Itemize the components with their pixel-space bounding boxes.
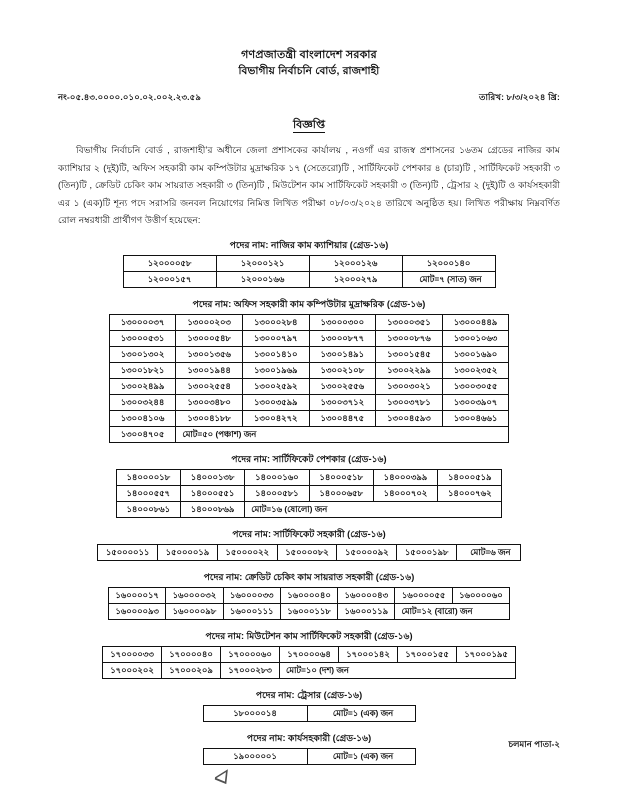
- roll-number-cell: ১৩০০০৮৭৬: [376, 331, 443, 347]
- roll-section: [58, 452, 560, 518]
- roll-number-cell: ১৭০০০২৮৩: [221, 663, 280, 679]
- roll-number-table: [109, 314, 510, 443]
- roll-number-cell: ১৩০০২৪৯৯: [109, 379, 176, 395]
- roll-number-cell: ১৫০০০০১৯: [158, 545, 218, 561]
- roll-number-cell: ১২০০০২৭৯: [309, 272, 402, 288]
- memo-number: নং-০৫.৪৩.০০০০.০১০.০২.০০২.২৩.৫৯: [58, 92, 201, 103]
- roll-number-cell: ১৩০০৩৭১২: [309, 395, 376, 411]
- total-count-cell: মোট=৭ (সাত) জন: [402, 272, 495, 288]
- table-row: [109, 363, 509, 379]
- roll-number-cell: ১৩০০০০৩৭: [109, 315, 176, 331]
- document-header: [58, 48, 560, 79]
- roll-number-cell: ১৬০০০০১৭: [108, 588, 165, 604]
- roll-number-cell: ১৭০০০০৬০: [221, 647, 280, 663]
- roll-number-cell: ১৪০০০৮৬৯: [180, 502, 244, 518]
- post-name-heading: পদের নাম: সার্টিফিকেট পেশকার (গ্রেড-১৬): [231, 454, 387, 465]
- roll-number-cell: ১৫০০০০২২: [217, 545, 277, 561]
- roll-number-cell: ১৬০০০০৩২: [166, 588, 223, 604]
- roll-number-cell: ১৭০০০২০৯: [162, 663, 221, 679]
- notice-body-paragraph: [58, 142, 560, 229]
- roll-number-cell: ১৩০০০৫৩১: [109, 331, 176, 347]
- roll-number-cell: ১৪০০০৭৬২: [438, 486, 502, 502]
- table-row: [123, 256, 495, 272]
- roll-number-cell: ১২০০০১৬৬: [216, 272, 309, 288]
- total-count-cell: মোট=৫০ (পঞ্চাশ) জন: [176, 427, 509, 443]
- roll-number-cell: ১৪০০০৫১৮: [309, 470, 373, 486]
- roll-section: [58, 527, 560, 561]
- post-name-heading: পদের নাম: ক্রেডিট চেকিং কাম সায়রাত সহকারী (গ্রেড-১৬): [203, 572, 415, 583]
- total-count-cell: মোট=৬ জন: [456, 545, 520, 561]
- roll-number-cell: ১৩০০৪৭০৫: [109, 427, 176, 443]
- total-count-cell: মোট=১০ (দশ) জন: [280, 663, 516, 679]
- roll-number-cell: ১৩০০২৫৫৪: [176, 379, 243, 395]
- table-row: [103, 647, 516, 663]
- roll-number-cell: ১৩০০১৪১০: [242, 347, 309, 363]
- roll-number-cell: ১৪০০০৮৬১: [116, 502, 180, 518]
- roll-number-cell: ১৬০০০০৪০: [280, 588, 337, 604]
- roll-number-cell: ১৩০০০৪৪৯: [442, 315, 509, 331]
- roll-number-cell: ১৪০০০০১৮: [116, 470, 180, 486]
- table-row: [109, 427, 509, 443]
- roll-number-cell: ১৭০০০০৬৪: [280, 647, 339, 663]
- roll-number-cell: ১৩০০২২৯৯: [376, 363, 443, 379]
- roll-section: [58, 238, 560, 288]
- table-row: [109, 331, 509, 347]
- post-name-heading: পদের নাম: কার্যসহকারী (গ্রেড-১৬): [246, 733, 372, 744]
- notice-title-text: বিজ্ঞপ্তি: [293, 119, 325, 132]
- table-row: [108, 604, 509, 620]
- roll-section: [58, 297, 560, 443]
- roll-number-cell: ১৩০০১৩০২: [109, 347, 176, 363]
- roll-number-cell: ১৩০০২১০৮: [309, 363, 376, 379]
- total-count-cell: মোট=১২ (বারো) জন: [395, 604, 510, 620]
- roll-number-cell: ১৩০০৪২৭২: [242, 411, 309, 427]
- roll-number-cell: ১৩০০৪১০৬: [109, 411, 176, 427]
- roll-number-cell: ১৭০০০১৯৫: [457, 647, 516, 663]
- roll-number-cell: ১৩০০০৮৭৭: [309, 331, 376, 347]
- roll-number-cell: ১২০০০০৫৮: [123, 256, 216, 272]
- roll-section: [58, 731, 560, 765]
- roll-number-cell: ১৫০০০০৯২: [337, 545, 397, 561]
- total-count-cell: মোট=১ (এক) জন: [307, 706, 415, 722]
- roll-number-table: [116, 469, 503, 518]
- office-name: বিভাগীয় নির্বাচনি বোর্ড, রাজশাহী: [238, 64, 380, 77]
- roll-number-cell: ১৬০০০০৯৮: [166, 604, 223, 620]
- table-row: [108, 588, 509, 604]
- roll-number-cell: ১৭০০০০৩৩: [103, 647, 162, 663]
- roll-number-cell: ১৬০০০১১৮: [280, 604, 337, 620]
- roll-number-cell: ১৪০০০৬৫৮: [309, 486, 373, 502]
- table-row: [109, 379, 509, 395]
- roll-number-cell: ১৩০০১৩৫৬: [176, 347, 243, 363]
- roll-number-cell: ১৩০০২৫৯২: [242, 379, 309, 395]
- memo-date: তারিখ: ৮/৩/২০২৪ খ্রি:: [479, 92, 560, 103]
- roll-number-cell: ১৪০০০৭০২: [373, 486, 437, 502]
- roll-number-cell: ১৩০০৪৪৭৫: [309, 411, 376, 427]
- table-row: [116, 502, 502, 518]
- notice-title: [58, 116, 560, 135]
- roll-number-cell: ১৩০০৩৯০৭: [442, 395, 509, 411]
- roll-number-cell: ১৩০০২৩৫২: [442, 363, 509, 379]
- roll-section: [58, 570, 560, 620]
- roll-number-cell: ১৩০০৪১৮৮: [176, 411, 243, 427]
- roll-number-cell: ১৪০০০৫৫১: [180, 486, 244, 502]
- roll-number-cell: ১৬০০০০৯৩: [108, 604, 165, 620]
- table-row: [116, 486, 502, 502]
- roll-number-cell: ১৩০০৩৭৮১: [376, 395, 443, 411]
- roll-number-cell: ১৪০০০৫১৯: [438, 470, 502, 486]
- post-name-heading: পদের নাম: ট্রেসার (গ্রেড-১৬): [255, 690, 363, 701]
- roll-number-cell: ১৭০০০২০২: [103, 663, 162, 679]
- roll-number-cell: ১৭০০০১৪২: [339, 647, 398, 663]
- table-row: [109, 347, 509, 363]
- total-count-cell: মোট=১৬ (ষোলো) জন: [245, 502, 502, 518]
- table-row: [203, 749, 415, 765]
- roll-number-table: [97, 544, 521, 561]
- roll-number-table: [203, 748, 416, 765]
- roll-number-cell: ১৩০০৩৪৮০: [176, 395, 243, 411]
- roll-number-table: [123, 255, 496, 288]
- roll-number-cell: ১৮০০০০১৪: [203, 706, 307, 722]
- roll-number-cell: ১৪০০০৫৫৭: [116, 486, 180, 502]
- roll-number-cell: ১৩০০০২৮৪: [242, 315, 309, 331]
- roll-number-cell: ১৩০০৪৬৬১: [442, 411, 509, 427]
- roll-number-cell: ১৬০০০০৩৩: [223, 588, 280, 604]
- roll-number-cell: ১৩০০০৫৪৮: [176, 331, 243, 347]
- roll-number-cell: ১৩০০১৬৯০: [442, 347, 509, 363]
- roll-number-cell: ১৩০০২৫৫৬: [309, 379, 376, 395]
- roll-number-cell: ১৩০০০২০৩: [176, 315, 243, 331]
- roll-number-cell: ১৩০০৪৫৯৩: [376, 411, 443, 427]
- post-name-heading: পদের নাম: সার্টিফিকেট সহকারী (গ্রেড-১৬): [232, 529, 386, 540]
- roll-number-cell: ১৩০০১৯৬৯: [242, 363, 309, 379]
- roll-section: [58, 688, 560, 722]
- roll-number-cell: ১৪০০০১৩৮: [180, 470, 244, 486]
- roll-number-cell: ১৩০০০৩৫১: [376, 315, 443, 331]
- roll-number-cell: ১৬০০০১১৯: [338, 604, 395, 620]
- government-name: গণপ্রজাতন্ত্রী বাংলাদেশ সরকার: [241, 49, 377, 61]
- roll-number-cell: ১৩০০৩০৫৫: [442, 379, 509, 395]
- roll-number-cell: ১২০০০১৫৭: [123, 272, 216, 288]
- roll-number-cell: ১৭০০০১৫৫: [398, 647, 457, 663]
- total-count-cell: মোট=১ (এক) জন: [307, 749, 415, 765]
- roll-number-cell: ১৬০০০১১১: [223, 604, 280, 620]
- roll-number-cell: ১৬০০০০৪৩: [338, 588, 395, 604]
- roll-number-cell: ১৩০০১০৬৩: [442, 331, 509, 347]
- roll-number-cell: ১৩০০১৫৪৫: [376, 347, 443, 363]
- post-name-heading: পদের নাম: মিউটেশন কাম সার্টিফিকেট সহকারী (গ্রেড-১৬): [205, 631, 413, 642]
- roll-number-cell: ১৩০০৩৫৯৯: [242, 395, 309, 411]
- table-row: [116, 470, 502, 486]
- roll-number-cell: ১৭০০০০৪০: [162, 647, 221, 663]
- roll-number-cell: ১৪০০০১৬০: [245, 470, 309, 486]
- roll-number-cell: ১৪০০০৫৮১: [245, 486, 309, 502]
- memo-meta-row: [58, 91, 560, 105]
- roll-number-cell: ১২০০০১৪০: [402, 256, 495, 272]
- roll-section: [58, 629, 560, 679]
- table-row: [98, 545, 521, 561]
- table-row: [203, 706, 415, 722]
- roll-number-cell: ১২০০০১২১: [216, 256, 309, 272]
- roll-number-cell: ১৩০০০৩০০: [309, 315, 376, 331]
- roll-number-cell: ১৯০০০০০১: [203, 749, 307, 765]
- paragraph-text: বিভাগীয় নির্বাচনি বোর্ড , রাজশাহী’র অধীনে জেলা প্রশাসকের কার্যালয় , নওগাঁ এর রাজস্ব প্রশাসনের ১৬তম গ্রেডের নাজির কাম ক্যাশিয়ার ২ (দুই)টি, অফিস সহকারী কাম কম্পিউটার মুদ্রাক্ষরিক ১৭ (সেতেরো)টি , সার্টিফিকেট পেশকার ৪ (চার)টি , সার্টিফিকেট সহকারী ৩ (তিন)টি , ক্রেডিট চেকিং কাম সায়রাত সহকারী ৩ (তিন)টি , মিউটেশন কাম সার্টিফিকেট সহকারী ৩ (তিন)টি , ট্রেসার ২ (দুই)টি ও কার্যসহকারী এর ১ (এক)টি শূন্য পদে সরাসরি জনবল নিয়োগের নিমিত্ত লিখিত পরীক্ষা ০৮/০৩/২০২৪ তারিখে অনুষ্ঠিত হয়। লিখিত পরীক্ষায় নিম্নবর্ণিত রোল নম্বরধারী প্রার্থীগণ উত্তীর্ণ হয়েছেন:: [58, 145, 560, 225]
- table-row: [109, 315, 509, 331]
- roll-number-cell: ১৫০০০০১১: [98, 545, 158, 561]
- table-row: [109, 411, 509, 427]
- roll-number-table: [102, 646, 516, 679]
- roll-number-cell: ১২০০০১২৬: [309, 256, 402, 272]
- roll-number-cell: ১৩০০১৪৯১: [309, 347, 376, 363]
- roll-number-table: [203, 705, 416, 722]
- post-name-heading: পদের নাম: অফিস সহকারী কাম কম্পিউটার মুদ্রাক্ষরিক (গ্রেড-১৬): [192, 299, 426, 310]
- roll-number-cell: ১৩০০৩২৪৪: [109, 395, 176, 411]
- table-row: [103, 663, 516, 679]
- roll-number-cell: ১৩০০৩০২১: [376, 379, 443, 395]
- roll-number-cell: ১৫০০০০৮২: [277, 545, 337, 561]
- table-row: [109, 395, 509, 411]
- roll-number-cell: ১৬০০০০৬০: [452, 588, 509, 604]
- roll-number-cell: ১৫০০০১৯৮: [397, 545, 457, 561]
- roll-number-cell: ১৬০০০০৫৫: [395, 588, 452, 604]
- roll-number-cell: ১৩০০১৮২১: [109, 363, 176, 379]
- roll-number-cell: ১৪০০০৩৯৯: [373, 470, 437, 486]
- roll-number-table: [108, 587, 510, 620]
- continued-page-note: চলমান পাতা-২: [508, 739, 560, 749]
- roll-sections-container: [58, 238, 560, 765]
- roll-number-cell: ১৩০০১৯৪৪: [176, 363, 243, 379]
- post-name-heading: পদের নাম: নাজির কাম ক্যাশিয়ার (গ্রেড-১৬): [229, 240, 389, 251]
- table-row: [123, 272, 495, 288]
- roll-number-cell: ১৩০০০৭৯৭: [242, 331, 309, 347]
- signature-mark: ᐊ: [210, 767, 229, 791]
